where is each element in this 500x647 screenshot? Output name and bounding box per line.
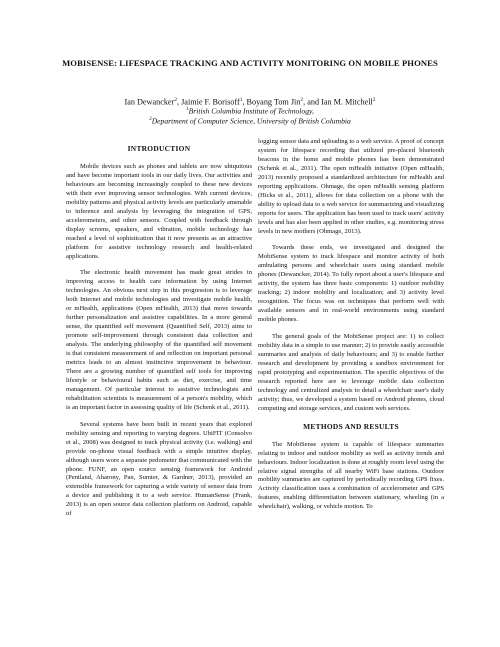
- right-column: [258, 138, 444, 520]
- body-paragraph: Mobile devices such as phones and tablets are now ubiquitous and have become important tools in our daily lives. Our activities and behaviours are becoming increasingly coupled to these new devices with their ever improving sensor technologies. With current devices, mobility patterns and physical activity levels are particularly amenable to inference and analysis by leveraging the integration of GPS, accelerometers, and other sensors. Coupled with feedback through display screens, speakers, and vibration, mobile technology has reached a level of sophistication that it now presents as an attractive platform for assistive technology research and health-related applications.: [66, 163, 252, 260]
- author-name: Ian Dewancker: [124, 97, 175, 107]
- paper-title: MOBISENSE: LIFESPACE TRACKING AND ACTIVITY MONITORING ON MOBILE PHONES: [62, 58, 438, 68]
- author-separator: , and: [303, 97, 322, 107]
- body-paragraph: The electronic health movement has made great strides in improving access to health care information by using Internet technologies. An obvious next step in this progression is to leverage both Internet and mobile technologies and investigate mobile health, or mHealth, applications (Open mHealth, 2013) that move towards further personalization and assistive capabilities. In a more general sense, the quantified self movement (Quantified Self, 2013) aims to promote self-improvement through consistent data collection and analysis. The underlying philosophy of the quantified self movement is that consistent measurement of and reflection on important personal metrics leads to an almost instinctive improvement in behaviour. There are a growing number of quantified self tools for improving lifestyle or behavioural habits such as diet, exercise, and time management. Of particular interest to assistive technologists and rehabilitation scientists is measurement of a person's mobility, which is an important factor in assessing quality of life (Schenk et al., 2011).: [66, 269, 252, 411]
- author-affil-mark: 2: [174, 97, 178, 103]
- author-affil-mark: 2: [300, 97, 304, 103]
- author-separator: ,: [177, 97, 182, 107]
- body-paragraph: The MobiSense system is capable of lifespace summaries relating to indoor and outdoor mobility as well as activity trends and behaviours. Indoor localization is done at roughly room level using the relative signal strengths of all nearby WiFi base stations. Outdoor mobility summaries are captured by periodically recording GPS fixes. Activity classification uses a combination of accelerometer and GPS features, enabling differentiation between stationary, wheeling (in a wheelchair), walking, or vehicle motion. To: [258, 440, 444, 511]
- affiliation-text: British Columbia Institute of Technology,: [188, 106, 314, 116]
- section-heading-methods: METHODS AND RESULTS: [303, 421, 399, 431]
- body-paragraph: Towards these ends, we investigated and designed the MobiSense system to track lifespace and monitor activity of both ambulating persons and wheelchair users using standard mobile phones (Dewancker, 2014). To fully report about a user's lifespace and activity, the system has three basic components: 1) outdoor mobility tracking; 2) indoor mobility and localization; and 3) activity level recognition. The focus was on techniques that perform well with available sensors and in real-world environments using standard mobile phones.: [258, 244, 444, 324]
- body-paragraph: The general goals of the MobiSense project are: 1) to collect mobility data in a simple to use manner; 2) to provide easily accessible summaries and analysis of daily behaviours; and 3) to enable further research and development by providing a sandbox environment for rapid prototyping and experimentation. The specific objectives of the research reported here are to leverage mobile data collection technology and centralized analysis to detail a wheelchair user's daily activity; thus, we developed a system based on Android phones, cloud computing and storage services, and custom web services.: [258, 333, 444, 412]
- affiliation-mark: 1: [186, 107, 189, 112]
- author-name: Ian M. Mitchell: [321, 97, 373, 107]
- author-affil-mark: 2: [372, 97, 376, 103]
- affiliation-mark: 2: [149, 117, 152, 122]
- left-column: [66, 144, 252, 527]
- author-separator: ,: [242, 97, 247, 107]
- author-name: Boyang Tom Jin: [246, 97, 301, 107]
- section-heading-introduction: INTRODUCTION: [127, 144, 191, 153]
- author-name: Jaimie F. Borisoff: [181, 97, 240, 107]
- affiliation-text: Department of Computer Science, University of British Columbia: [151, 116, 351, 126]
- body-paragraph-continued: logging sensor data and uploading to a web service. A proof of concept system for lifespace recording that utilized pre-placed bluetooth beacons in the home and mobile phones has been demonstrated (Schenk et al., 2011). The open mHealth initiative (Open mHealth, 2013) recently proposed a standardized architecture for mHealth and reporting applications. Ohmage, the open mHealth sensing platform (Hicks et al., 2011), allows for data collection on a phone with the ability to upload data to a web service for summarizing and visualizing reports for users. The application has been used to track users' activity levels and has also been applied in other studies, e.g. monitoring stress levels in new mothers (Ohmage, 2013).: [258, 138, 444, 235]
- author-affil-mark: 1: [239, 97, 243, 103]
- body-paragraph: Several systems have been built in recent years that explored mobility sensing and reporting to varying degrees. UbiFIT (Consolvo et al., 2008) was designed to track physical activity (i.e. walking) and provide on-phone visual feedback with a simple intuitive display, although users wore a separate pedometer that communicated with the phone. FUNF, an open source sensing framework for Android (Pentland, Aharony, Pan, Sumter, & Gardner, 2013), provided an extensible framework for capturing a wide variety of sensor data from a device and publishing it to a web service. HumanSense (Frank, 2013) is an open source data collection platform on Android, capable of: [66, 420, 252, 518]
- affiliation-2: [40, 115, 460, 127]
